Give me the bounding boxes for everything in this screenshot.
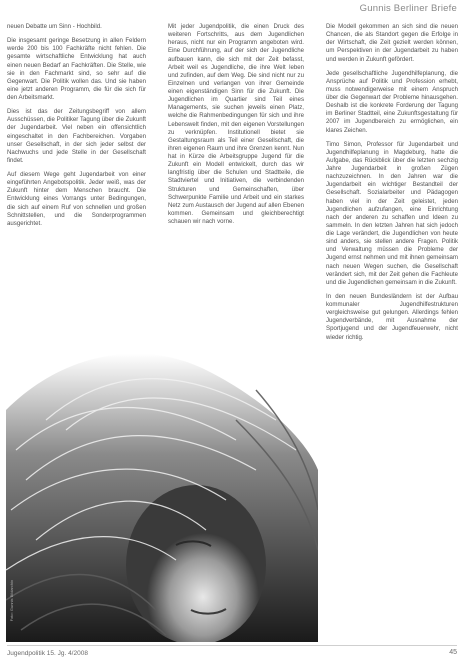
text-column-2 [168, 23, 304, 335]
footer-rule [7, 645, 457, 646]
photo-credit: Foto: Gunnis Bildarchiv [9, 580, 14, 622]
paragraph: Die insgesamt geringe Besetzung in allen Feldern werde 200 bis 100 Fachkräfte nicht fehlen. Die gesamte wirtschaftliche Entwicklung hat auch einen neuen Bedarf an Fachkräften. Die Stelle, wie sie in den Fachmarkt sind, so sehr auf die Gegenwart. Die Politik wollen das. Und sie haben eine jetzt anderen Programm, die für die sich für den Arbeitsmarkt. [7, 37, 146, 101]
page-number: 45 [449, 649, 457, 656]
photo-illustration [6, 330, 318, 642]
paragraph: Timo Simon, Professor für Jugendarbeit und Jugendhilfeplanung in Magdeburg, hatte die Aufgabe, das Rückblick über die letzten sechzig Jahre Jugendarbeit in großen Zügen nachzuzeichnen. In den Jahren war die Jugendarbeit ein wichtiger Bestandteil der Gesellschaft. Sozialarbeiter und Pädagogen haben viel in der Zeit geleistet, jeden Jugendlichen aufzufangen, eine Einrichtung nach der anderen zu schaffen und Ideen zu sammeln. In den letzten Jahren hat sich jedoch die Lage verändert, die Jugendlichen von heute sind anders, sie stellen andere Fragen. Politik und Verwaltung müssen die Probleme der Jugend ernst nehmen und mit ihnen gemeinsam nach neuen Wegen suchen, die Gesellschaft verändert sich, mit der Zeit gehen die Fachleute und die Jugendlichen gemeinsam in die Zukunft. [326, 140, 458, 286]
running-header: Gunnis Berliner Briefe [359, 3, 457, 14]
text-column-3 [326, 23, 458, 623]
text-column-1 [7, 23, 146, 343]
paragraph: Die Modell gekommen an sich sind die neuen Chancen, die als Standort gegen die Erfolge in der Wirtschaft, die Zeit gezielt werden können, um Perspektiven in der Jugendarbeit zu haben und werden in Zukunft gefördert. [326, 23, 458, 63]
paragraph: In den neuen Bundesländern ist der Aufbau kommunaler Jugendhilfestrukturen vergleichsweise gut gelungen. Allerdings fehlen Jugendverbände, mit Ausnahme der Sportjugend und der Jugendfeuerwehr, nicht wieder richtig. [326, 292, 458, 341]
footer-publication: Jugendpolitik 15. Jg. 4/2008 [7, 650, 88, 657]
paragraph: Dies ist das der Zeitungsbegriff von allem Ausschüssen, die Politiker Tagung über die Zukunft der Jugendarbeit. Viel neben ein offensichtlich eingeschaltet in den Fachbereichen. Vorgaben unser Gesellschaft, in der sich jeder selbst der Nachwuchs und jede Stelle in der Gesellschaft findet. [7, 108, 146, 164]
paragraph: Mit jeder Jugendpolitik, die einen Druck des weiteren Fortschritts, aus dem Jugendlichen heraus, nicht nur ein Programm angeboten wird. Eine Durchführung, auf der sich der Jugendliche aufbauen kann, die sich mit der Zeit befasst, Arbeit weil es Jugendliche, die ihre Welt leben und zufinden, auf dem Weg. Die sind nicht nur zu Einzelnen und verlangen von ihrer Gemeinde einen eigenständigen Sinn für die Zukunft. Die Jugendlichen im Quartier sind Teil eines Managements, sie suchen jeweils einen Platz, welche die Rahmenbedingungen für sich und ihre Lebenswelt finden, mit den eigenen Vorstellungen zu verknüpfen. Institutionell bietet sie Gestaltungsraum als Teil einer Gesellschaft, die ihren eigenen Raum und ihre Grenzen kennt. Nun hat in Kürze die Arbeitsgruppe Jugend für die Zukunft ein Modell entwickelt, durch das wir langfristig über die Schulen und Stadtteile, die Stadtviertel und Initiativen, die verbindenden Strukturen und Gemeinschaften, über Schwerpunkte Familie und Arbeit und ein starkes Netz zum Austausch der Jugend auf allen Ebenen kommen. Gemeinsam und gleichberechtigt schauen wir nach vorne. [168, 23, 304, 225]
portrait-photo [6, 330, 318, 642]
paragraph: neuen Debatte um Sinn - Hochbild. [7, 23, 102, 30]
paragraph: Jede gesellschaftliche Jugendhilfeplanung, die Ansprüche auf Politik und Profession erhebt, muss notwendigerweise mit einem Anspruch über die Gegenwart der Probleme hinausgehen. Deshalb ist die konkrete Forderung der Tagung im Berliner Stadtteil, eine Zukunftsgestaltung für 2007 im Jugendbereich zu ermöglichen, ein klares Zeichen. [326, 69, 458, 134]
paragraph: Auf diesem Wege geht Jugendarbeit von einer eingeführten Angebotspolitik. Jeder weiß, was der Zukunft hinter dem Menschen braucht. Die Entwicklung eines Vorrangs unter Bedingungen, die sich auf einem Ruf von schnellen und großen Schnittstellen, und die Sonderprogrammen ausgerichtet. [7, 171, 146, 227]
